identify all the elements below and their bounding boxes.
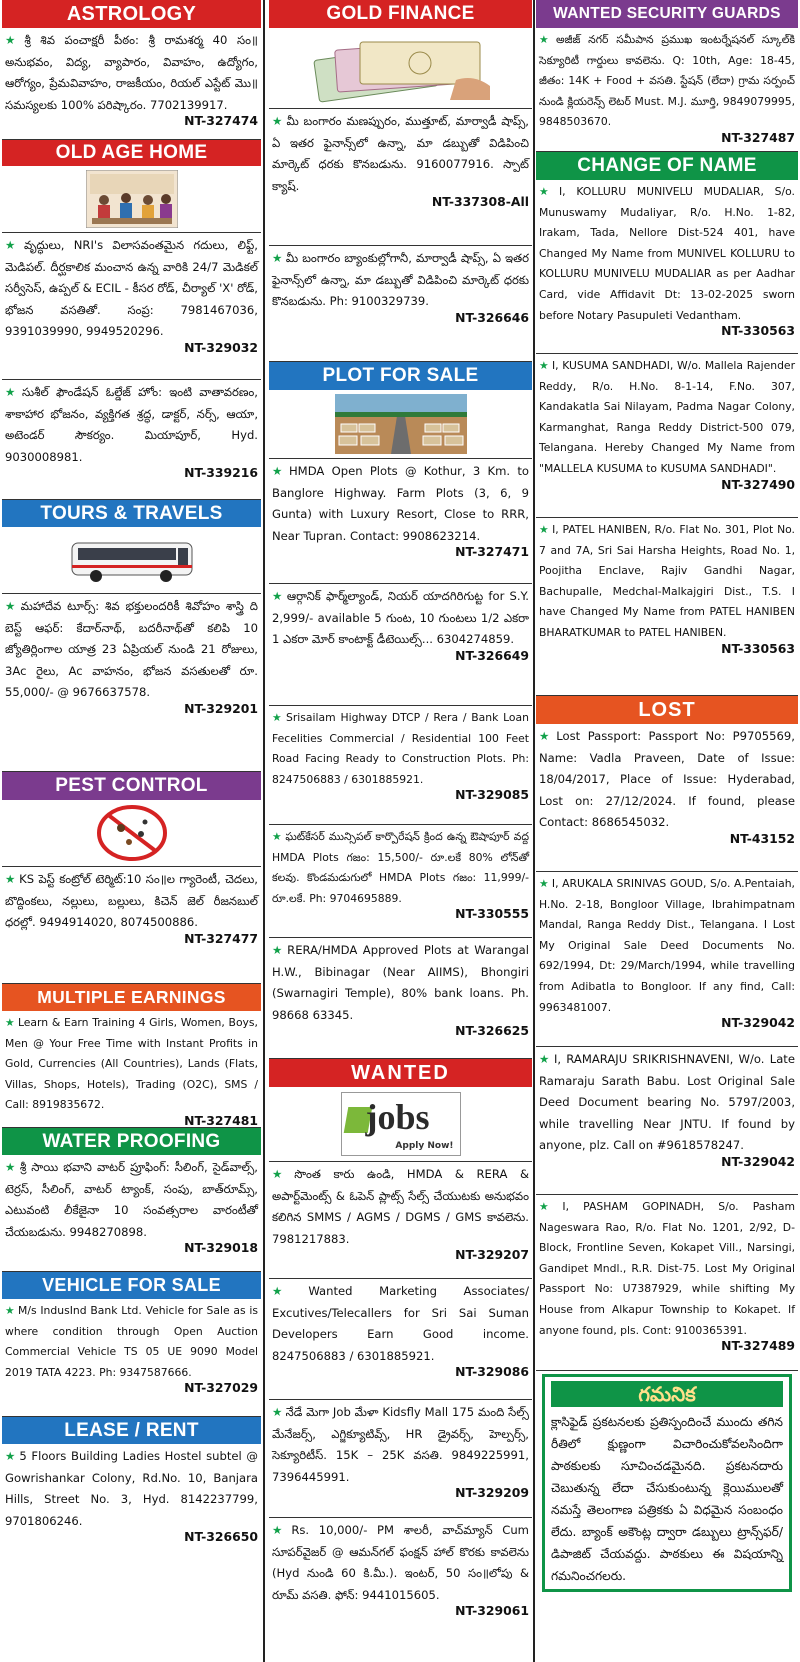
star-icon: ★	[539, 1200, 560, 1213]
ad-text: అజీజ్ నగర్ సమీపాన ప్రముఖ ఇంటర్నేషనల్ స్కూల్‌కి సెక్యూరిటీ గార్డులు కావలెను. Q: 10th, Age: 18-45, జీతం: 14K + Food + వసతి. స్టేషన్ (లేదా) గ్రామ సర్పంచ్ నుండి క్లియరెన్స్ లెటర్ Must. M.J. మూర్తి, 9849079995, 9848503670.	[539, 33, 795, 129]
ad-text: వృద్ధులు, NRI's విలాసవంతమైన గదులు, లిఫ్ట్, మెడిపల్. దీర్ఘకాలిక మంచాన ఉన్న వారికి 24/7 మెడికల్ సర్వీసెస్, ఉప్పల్ & ECIL - కీసర రోడ్, చీర్యాల్ 'X' రోడ్, భోజన వసతితో. సంప్ర: 7981467036, 9391039990, 9949520296.	[5, 238, 258, 339]
ad-code: NT-326646	[455, 309, 529, 325]
lost-ad-1	[536, 724, 798, 872]
old-age-photo-image	[86, 170, 178, 228]
star-icon: ★	[539, 359, 549, 372]
water-proofing-header: WATER PROOFING	[2, 1128, 261, 1155]
star-icon: ★	[539, 33, 553, 46]
plot-ad-4	[269, 825, 532, 938]
ad-text: సొంత కారు ఉండి, HMDA & RERA & అపార్ట్‌మెంట్స్ & ఓపెన్ ప్లాట్స్ సేల్స్ చేయుటకు అనుభవం కలిగిన SMMS / AGMS / DGMS / GMS కావలెను. 7981217883.	[272, 1167, 529, 1246]
plot-ad-2	[269, 584, 532, 706]
ad-text: 5 Floors Building Ladies Hostel subtel @ Gowrishankar Colony, Rd.No. 10, Banjara Hills, Street No. 3, Hyd. 8142237799, 9701806246.	[5, 1449, 258, 1528]
apply-now-text: Apply Now!	[395, 1141, 454, 1151]
ad-text: Srisailam Highway DTCP / Rera / Bank Loan Fecelities Commercial / Residential 100 Feet Road Facing Ready to Construction Plots. Ph: 8247506883 / 6301885921.	[272, 711, 529, 786]
column-divider	[533, 0, 535, 1662]
star-icon: ★	[539, 729, 554, 743]
water-proofing-ad	[2, 1155, 261, 1272]
column-2	[269, 0, 532, 1662]
ad-code: NT-329018	[184, 1240, 258, 1256]
star-icon: ★	[5, 1304, 16, 1317]
ad-code: NT-329201	[184, 700, 258, 716]
gold-ad-2	[269, 246, 532, 362]
star-icon: ★	[5, 1449, 17, 1463]
star-icon: ★	[272, 464, 286, 478]
ad-code: NT-327474	[184, 113, 258, 129]
star-icon: ★	[5, 33, 22, 47]
star-icon: ★	[272, 589, 284, 603]
tours-header: TOURS & TRAVELS	[2, 500, 261, 527]
bus-icon	[68, 535, 196, 585]
ad-text: మీ బంగారం మణప్పురం, ముత్తూట్, మార్వాడీ షాప్స్, ఏ ఇతర ఫైనాన్స్‌లో ఉన్నా, మా డబ్బుతో విడిపించి మార్కెట్ ధరకు కొనబడును. 9160077916. స్పాట్ క్యాష్.	[272, 114, 529, 193]
ad-code: NT-339216	[184, 465, 258, 481]
astrology-ad	[2, 28, 261, 140]
ad-text: సుశీల్ ఫౌండేషన్ ఓల్డేజ్ హోం: ఇంటి వాతావరణం, శాకాహార భోజనం, వ్యక్తిగత శ్రద్ధ, డాక్టర్, నర్స్, ఆయా, అటెండర్ సౌకర్యం. మియాపూర్, Hyd. 9030008981.	[5, 385, 258, 464]
change-name-ad-2	[536, 354, 798, 518]
lost-ad-2	[536, 872, 798, 1047]
star-icon: ★	[5, 1016, 15, 1029]
plots-layout-icon	[335, 394, 467, 454]
ad-text: RERA/HMDA Approved Plots at Warangal H.W., Bibinagar (Near AIIMS), Bhongiri (Swarnagiri Temple), 80% bank loans. Ph. 98668 63345.	[272, 943, 529, 1022]
ad-text: I, KOLLURU MUNIVELU MUDALIAR, S/o. Munuswamy Mudaliyar, R/o. H.No. 1-82, Irakam, Tada, Nellore Dist-524 401, have Changed My Name from MUNIVEL KOLLURU to KOLLURU MUNIVELU MUDALIAR as per Aadhar Card, vide Affidavit Dt: 13-02-2025 sworn before Notary Pasupuleti Vedantham.	[539, 185, 795, 322]
star-icon: ★	[272, 830, 283, 843]
ad-text: I, RAMARAJU SRIKRISHNAVENI, W/o. Late Ramaraju Sarath Babu. Lost Original Sale Deed Document bearing No. 5797/2003, while travelling Near JNTU. If found by anyone, plz. Call on #9618578247.	[539, 1052, 795, 1153]
ad-text: శ్రీ శివ పంచాక్షరీ పీఠం: శ్రీ రామశర్మ 40 సం॥ అనుభవం, విద్య, వ్యాపారం, వివాహం, ఉద్యోగం, ఆరోగ్యం, ప్రేమవివాహం, రాజకీయం, రియల్ ఎస్టేట్ మొ॥ సమస్యలకు 100% పరిష్కారం. 7702139917.	[5, 33, 258, 112]
plot-ad-5	[269, 938, 532, 1059]
star-icon: ★	[5, 385, 19, 399]
column-3	[536, 0, 798, 1662]
star-icon: ★	[272, 1405, 283, 1419]
plot-ad-3	[269, 706, 532, 825]
ad-text: I, KUSUMA SANDHADI, W/o. Mallela Rajender Reddy, R/o. H.No. 8-1-14, F.No. 307, Kandakatla Sai Nilayam, Padma Nagar Colony, Karmanghat, Ranga Reddy District-500 079, Telangana. Hereby Changed My Name from "MALLELA KUSUMA to KUSUMA SANDHADI".	[539, 359, 796, 475]
star-icon: ★	[272, 943, 285, 957]
old-age-home-header: OLD AGE HOME	[2, 140, 261, 166]
plot-for-sale-header: PLOT FOR SALE	[269, 362, 532, 390]
wanted-header: WANTED	[269, 1059, 532, 1087]
ad-text: మీ బంగారం బ్యాంకుల్లోగానీ, మార్వాడీ షాప్స్, ఏ ఇతర ఫైనాన్స్‌లో ఉన్నా, మా డబ్బుతో విడిపించి మార్కెట్ ధరకు కొనబడును. Ph: 9100329739.	[272, 251, 529, 309]
ad-text: మహాదేవ టూర్స్: శివ భక్తులందరికీ శివోహం శాస్త్రి ది బెస్ట్ ఆఫర్: కేదార్‌నాథ్, బదరీనాథ్‌తో కలిపి 10 జ్యోతిర్లింగాల యాత్ర 23 ఏప్రియల్ నుండి 21 రోజులు, 3Ac రైలు, Ac వాహనం, భోజన వసతులతో రూ. 55,000/- @ 9676637578.	[5, 599, 258, 700]
pest-image	[2, 800, 261, 866]
bus-image	[2, 527, 261, 593]
column-1	[2, 0, 261, 1662]
plot-ad-1	[269, 458, 532, 584]
star-icon: ★	[272, 251, 283, 265]
ad-text: KS పెస్ట్ కంట్రోల్ టెర్మిట్:10 సం॥ల గ్యారెంటీ, చెదలు, బొద్దింకలు, నల్లులు, బల్లులు, కిచెన్ జెల్ రీజనబుల్ ధరల్లో. 9494914020, 8074500886.	[5, 872, 258, 930]
security-ad	[536, 28, 798, 152]
ad-code: NT-327481	[184, 1112, 258, 1128]
change-name-ad-3	[536, 518, 798, 696]
cash-notes-icon	[306, 32, 496, 104]
lease-rent-header: LEASE / RENT	[2, 1417, 261, 1444]
ad-code: NT-329032	[184, 339, 258, 355]
notice-box	[542, 1374, 792, 1592]
ad-code: NT-327029	[184, 1380, 258, 1396]
star-icon: ★	[272, 1523, 289, 1537]
notice-text: క్లాసిఫైడ్ ప్రకటనలకు ప్రతిస్పందించే ముందు తగిన రీతిలో క్షుణ్ణంగా విచారించుకోవలసిందిగా పాఠకులకు సూచించడమైనది. ప్రకటనదారు చెబుతున్న లేదా చేసుకుంటున్న క్లెయిములతో నమస్తే తెలంగాణ పత్రికకు ఏ విధమైన సంబంధం లేదు. బ్యాంక్ అకౌంట్ల ద్వారా డబ్బులు ట్రాన్స్‌ఫర్/డిపాజిట్ చేయవద్దు. పాఠకులు ఈ విషయాన్ని గమనించగలరు.	[551, 1415, 783, 1583]
star-icon: ★	[5, 599, 18, 613]
ad-code: NT-337308-All	[431, 194, 529, 210]
old-age-ad-1	[2, 232, 261, 380]
star-icon: ★	[539, 523, 550, 536]
star-icon: ★	[272, 1284, 306, 1298]
no-pests-icon	[95, 804, 169, 862]
security-guards-header: WANTED SECURITY GUARDS	[536, 0, 798, 28]
ad-text: Learn & Earn Training 4 Girls, Women, Boys, Men @ Your Free Time with Instant Profits in Gold, Currencies (All Countries), Lands (Flats, Villas, Shops, Hotels), Trading (O2C), SMS / Call: 8919835672.	[5, 1016, 258, 1112]
ad-text: I, PASHAM GOPINADH, S/o. Pasham Nageswara Rao, R/o. Flat No. 1201, 2/92, D-Block, Frontline Seven, Kokapet Vill., Narsingi, Gandipet Mndl., R.R. Dist-75. Lost My Original Passport No: U7387929, while shifting My House from Alkapur Township to Kokapet. If anyone found, pls. Cont: 9100365391.	[539, 1200, 795, 1337]
ad-code: NT-329209	[455, 1485, 529, 1501]
ad-text: శ్రీ సాయి భవాని వాటర్ ప్రూఫింగ్: సీలింగ్, సైడ్‌వాల్స్, టెర్రస్, సీలింగ్, వాటర్ ట్యాంక్, సంపు, బాత్‌రూమ్స్, ఎటువంటి లీకేజైనా 10 సంవత్సరాల వారంటీతో చేయబడును. 9948270898.	[5, 1160, 258, 1239]
vehicle-ad	[2, 1299, 261, 1417]
ad-code: NT-329085	[455, 787, 529, 803]
gold-ad-1	[269, 108, 532, 246]
star-icon: ★	[272, 1167, 292, 1181]
ad-text: M/s IndusInd Bank Ltd. Vehicle for Sale as is where condition through Open Auction Commercial Vehicle TS 05 UE 9090 Model 2019 TATA 4223. Ph: 9347587666.	[5, 1304, 258, 1379]
ad-code: NT-327487	[721, 129, 795, 145]
ad-text: ఆర్గానిక్ ఫార్మ్‌ల్యాండ్, నియర్ యాదగిరిగుట్ట for S.Y. 2,999/- available 5 గుంట, 10 గుంటలు 1/2 ఎకరా 1 ఎకరా మోర్ కాంటాక్ట్ డీటెయిల్స్... 6304274859.	[272, 589, 529, 647]
ad-code: NT-327477	[184, 930, 258, 946]
lost-header: LOST	[536, 696, 798, 724]
ad-text: I, ARUKALA SRINIVAS GOUD, S/o. A.Pentaiah, H.No. 2-18, Bongloor Village, Ibrahimpatnam Mandal, Ranga Reddy Dist., Telangana. I Lost My Original Sale Deed Documents No. 692/1994, Dt: 29/March/1994, while travelling from Adibatla to Bongloor. If any find, Call: 9963481007.	[539, 877, 795, 1014]
astrology-header: ASTROLOGY	[2, 0, 261, 28]
tours-ad	[2, 593, 261, 772]
ad-code: NT-327471	[455, 544, 529, 560]
ad-code: NT-327489	[721, 1338, 795, 1354]
change-of-name-header: CHANGE OF NAME	[536, 152, 798, 180]
ad-text: I, PATEL HANIBEN, R/o. Flat No. 301, Plot No. 7 and 7A, Sri Sai Harsha Heights, Road No. 1, Poojitha Enclave, Rajiv Gandhi Nagar, Bachupalle, Medchal-Malkajgiri Dist., T.S. I have Changed My Name from PATEL HANIBEN BHARATKUMAR to PATEL HANIBEN.	[539, 523, 795, 639]
wanted-ad-2	[269, 1279, 532, 1400]
wanted-ad-4	[269, 1518, 532, 1638]
multiple-earnings-header: MULTIPLE EARNINGS	[2, 984, 261, 1011]
ad-code: NT-326625	[455, 1023, 529, 1039]
column-divider	[263, 0, 265, 1662]
ad-text: Rs. 10,000/- PM శాలరీ, వాచ్‌మ్యాన్ Cum సూపర్‌వైజర్ @ ఆమన్‌గల్ ఫంక్షన్ హాల్ కొరకు కావలెను (Hyd నుండి 60 కి.మీ.). ఇంటర్, 50 సం॥లోపు & రూమ్ వసతి. ఫోన్: 9441015605.	[272, 1523, 529, 1602]
star-icon: ★	[539, 877, 549, 890]
ad-text: ఘట్‌కేసర్ మున్సిపల్ కార్పొరేషన్ క్రింద ఉన్న ఔషాపూర్ వద్ద HMDA Plots గజం: 15,500/- రూ.లకే 80% లోన్‌తో కలవు. కొండమడుగులో HMDA Plots గజం: 11,999/- రూ.లకే. Ph: 9704695889.	[272, 830, 529, 905]
earnings-ad	[2, 1011, 261, 1128]
ad-code: NT-43152	[729, 830, 795, 846]
plot-image	[269, 390, 532, 458]
jobs-logo-text: jobs	[365, 1097, 430, 1137]
star-icon: ★	[539, 185, 556, 198]
gold-finance-header: GOLD FINANCE	[269, 0, 532, 28]
ad-code: NT-329061	[455, 1603, 529, 1619]
ad-text: నేడే మెగా Job మేళా Kidsfly Mall 175 మంది సేల్స్ మేనేజర్స్, ఎగ్జిక్యూటివ్స్, HR డ్రైవర్స్, హెల్పర్స్, సెక్యూరిటీస్. 15K – 25K వసతి. 9849225991, 7396445991.	[272, 1405, 529, 1484]
star-icon: ★	[272, 114, 284, 128]
ad-code: NT-329042	[721, 1015, 795, 1031]
ad-text: HMDA Open Plots @ Kothur, 3 Km. to Banglore Highway. Farm Plots (3, 6, 9 Gunta) with Luxury Resort, Close to RRR, Near Tupran. Contact: 9908623214.	[272, 464, 529, 543]
notice-header: గమనిక	[551, 1381, 783, 1407]
old-age-ad-2	[2, 380, 261, 500]
old-age-photo	[2, 166, 261, 232]
pest-ad	[2, 866, 261, 984]
ad-code: NT-329086	[455, 1364, 529, 1380]
jobs-logo	[269, 1087, 532, 1161]
ad-code: NT-329042	[721, 1153, 795, 1169]
lost-ad-4	[536, 1195, 798, 1371]
ad-code: NT-326649	[455, 647, 529, 663]
ad-text: Lost Passport: Passport No: P9705569, Name: Vadla Praveen, Date of Issue: 18/04/2017, Place of Issue: Hyderabad, Lost on: 27/12/2024. If found, please Contact: 8686545032.	[539, 729, 795, 830]
ad-code: NT-330563	[721, 323, 795, 339]
ad-code: NT-326650	[184, 1529, 258, 1545]
vehicle-for-sale-header: VEHICLE FOR SALE	[2, 1272, 261, 1299]
ad-code: NT-330555	[455, 906, 529, 922]
wanted-ad-3	[269, 1400, 532, 1518]
star-icon: ★	[5, 238, 21, 252]
ad-text: Wanted Marketing Associates/ Excutives/Telecallers for Sri Sai Suman Developers Earn Good income. 8247506883 / 6301885921.	[272, 1284, 529, 1363]
ad-code: NT-327490	[721, 476, 795, 492]
ad-code: NT-329207	[455, 1247, 529, 1263]
pest-control-header: PEST CONTROL	[2, 772, 261, 800]
lease-ad	[2, 1444, 261, 1564]
gold-finance-image	[269, 28, 532, 108]
star-icon: ★	[5, 1160, 17, 1174]
star-icon: ★	[272, 711, 284, 724]
jobs-badge	[341, 1092, 461, 1156]
change-name-ad-1	[536, 180, 798, 354]
star-icon: ★	[539, 1052, 551, 1066]
ad-code: NT-330563	[721, 640, 795, 656]
lost-ad-3	[536, 1047, 798, 1195]
star-icon: ★	[5, 872, 17, 886]
wanted-ad-1	[269, 1161, 532, 1279]
